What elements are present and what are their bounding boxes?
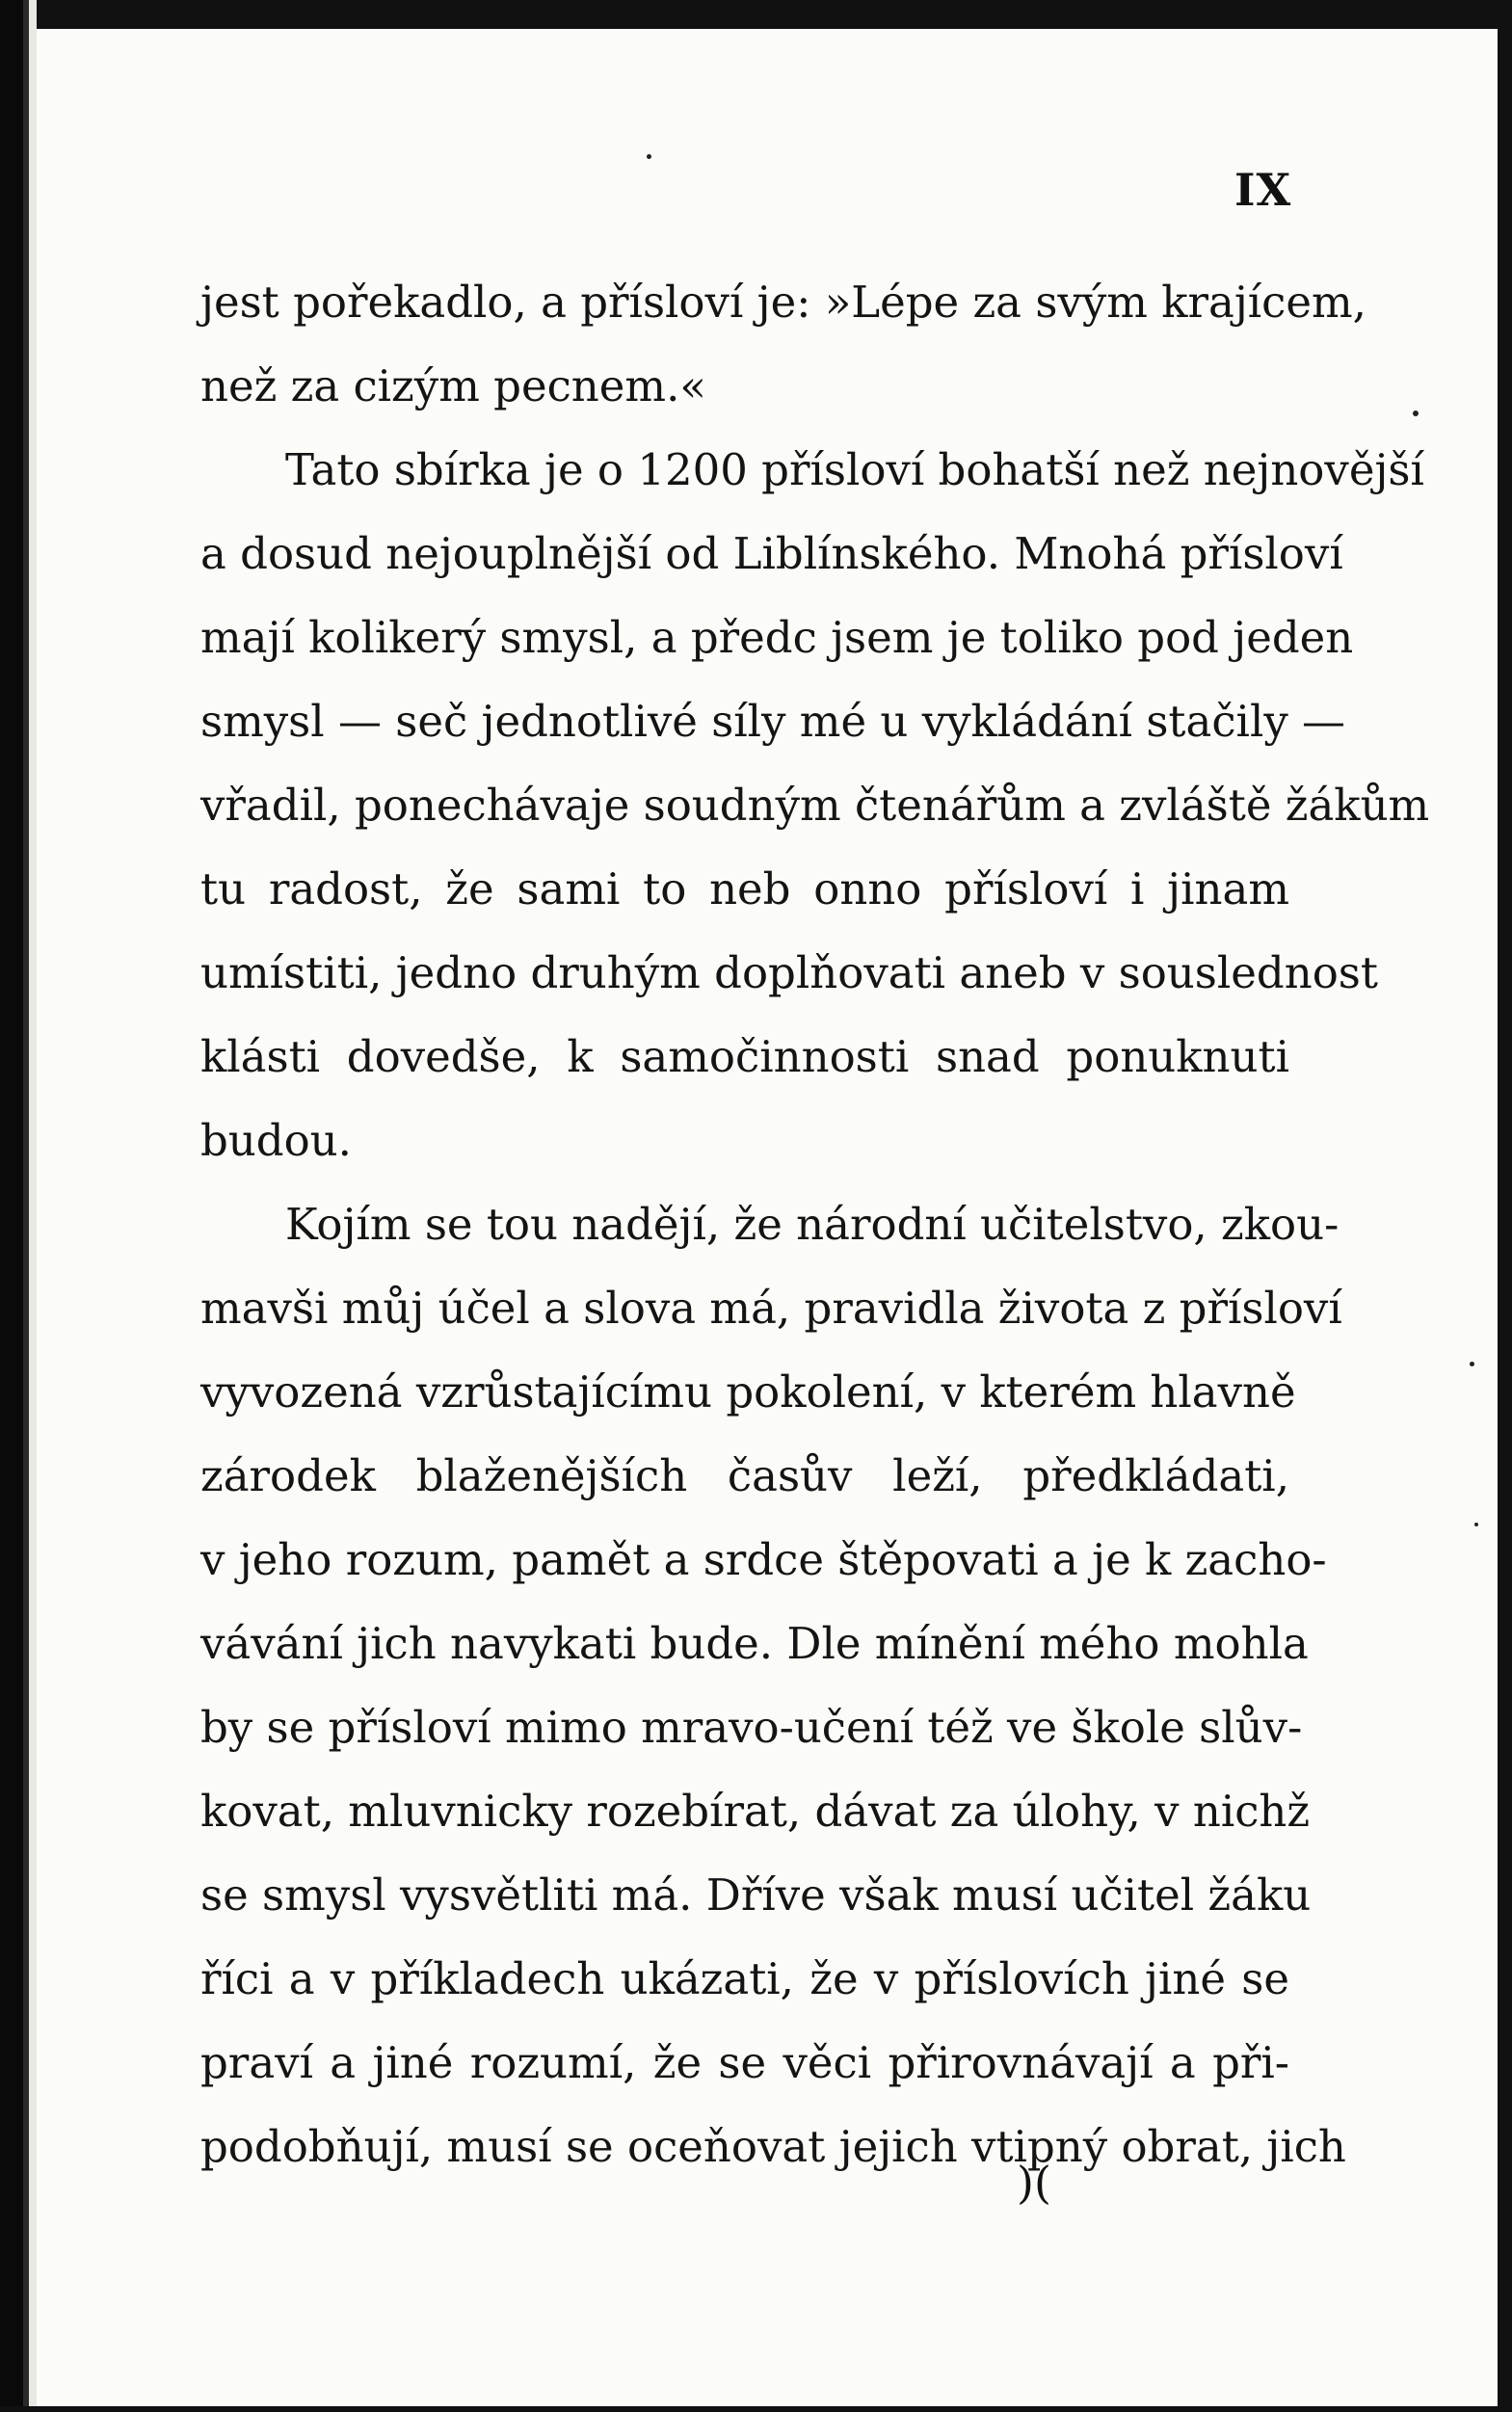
text-line: tu radost, že sami to neb onno přísloví i jinam: [200, 863, 1289, 914]
book-binding-edge: [0, 0, 37, 2412]
text-line: zárodek blaženějších časův leží, předkládati,: [200, 1450, 1289, 1501]
text-line: smysl — seč jednotlivé síly mé u vykládání stačily —: [200, 696, 1346, 747]
text-line: říci a v příkladech ukázati, že v příslovích jiné se: [200, 1953, 1289, 2004]
text-line: podobňují, musí se oceňovat jejich vtipný obrat, jich: [200, 2121, 1346, 2172]
text-line: budou.: [200, 1115, 352, 1166]
paper-speck: [1474, 1523, 1478, 1526]
body-text: [200, 260, 1430, 2188]
text-line: vávání jich navykati bude. Dle mínění mého mohla: [200, 1618, 1309, 1669]
paper-speck: [1470, 1362, 1474, 1366]
text-line: jest pořekadlo, a přísloví je: »Lépe za svým krajícem,: [200, 277, 1366, 328]
scan-bottom-edge: [0, 2406, 1512, 2412]
text-line: vyvozená vzrůstajícímu pokolení, v kterém hlavně: [200, 1366, 1296, 1418]
text-line: vřadil, ponechávaje soudným čtenářům a zvláště žákům: [200, 780, 1430, 831]
paper-speck: [647, 154, 651, 159]
text-line: mavši můj účel a slova má, pravidla života z přísloví: [200, 1283, 1342, 1334]
paper-speck: [1413, 411, 1419, 416]
text-line: praví a jiné rozumí, že se věci přirovnávají a při-: [200, 2037, 1289, 2088]
text-line: Kojím se tou nadějí, že národní učitelstvo, zkou-: [285, 1199, 1340, 1250]
text-line: kovat, mluvnicky rozebírat, dávat za úlohy, v nichž: [200, 1786, 1311, 1837]
text-line: než za cizým pecnem.«: [200, 360, 706, 411]
text-line: umístiti, jedno druhým doplňovati aneb v souslednost: [200, 947, 1378, 998]
text-line: v jeho rozum, pamět a srdce štěpovati a je k zacho-: [200, 1534, 1327, 1585]
page-number: IX: [1234, 164, 1292, 216]
text-line: by se přísloví mimo mravo-učení též ve škole slův-: [200, 1702, 1303, 1753]
catchword: )(: [1017, 2157, 1051, 2209]
text-line: Tato sbírka je o 1200 přísloví bohatší než nejnovější: [285, 444, 1424, 495]
text-line: se smysl vysvětliti má. Dříve však musí učitel žáku: [200, 1869, 1312, 1921]
text-line: mají kolikerý smysl, a předc jsem je toliko pod jeden: [200, 612, 1354, 663]
text-line: a dosud nejouplnější od Liblínského. Mnohá přísloví: [200, 528, 1343, 579]
text-line: klásti dovedše, k samočinnosti snad ponuknuti: [200, 1031, 1289, 1082]
